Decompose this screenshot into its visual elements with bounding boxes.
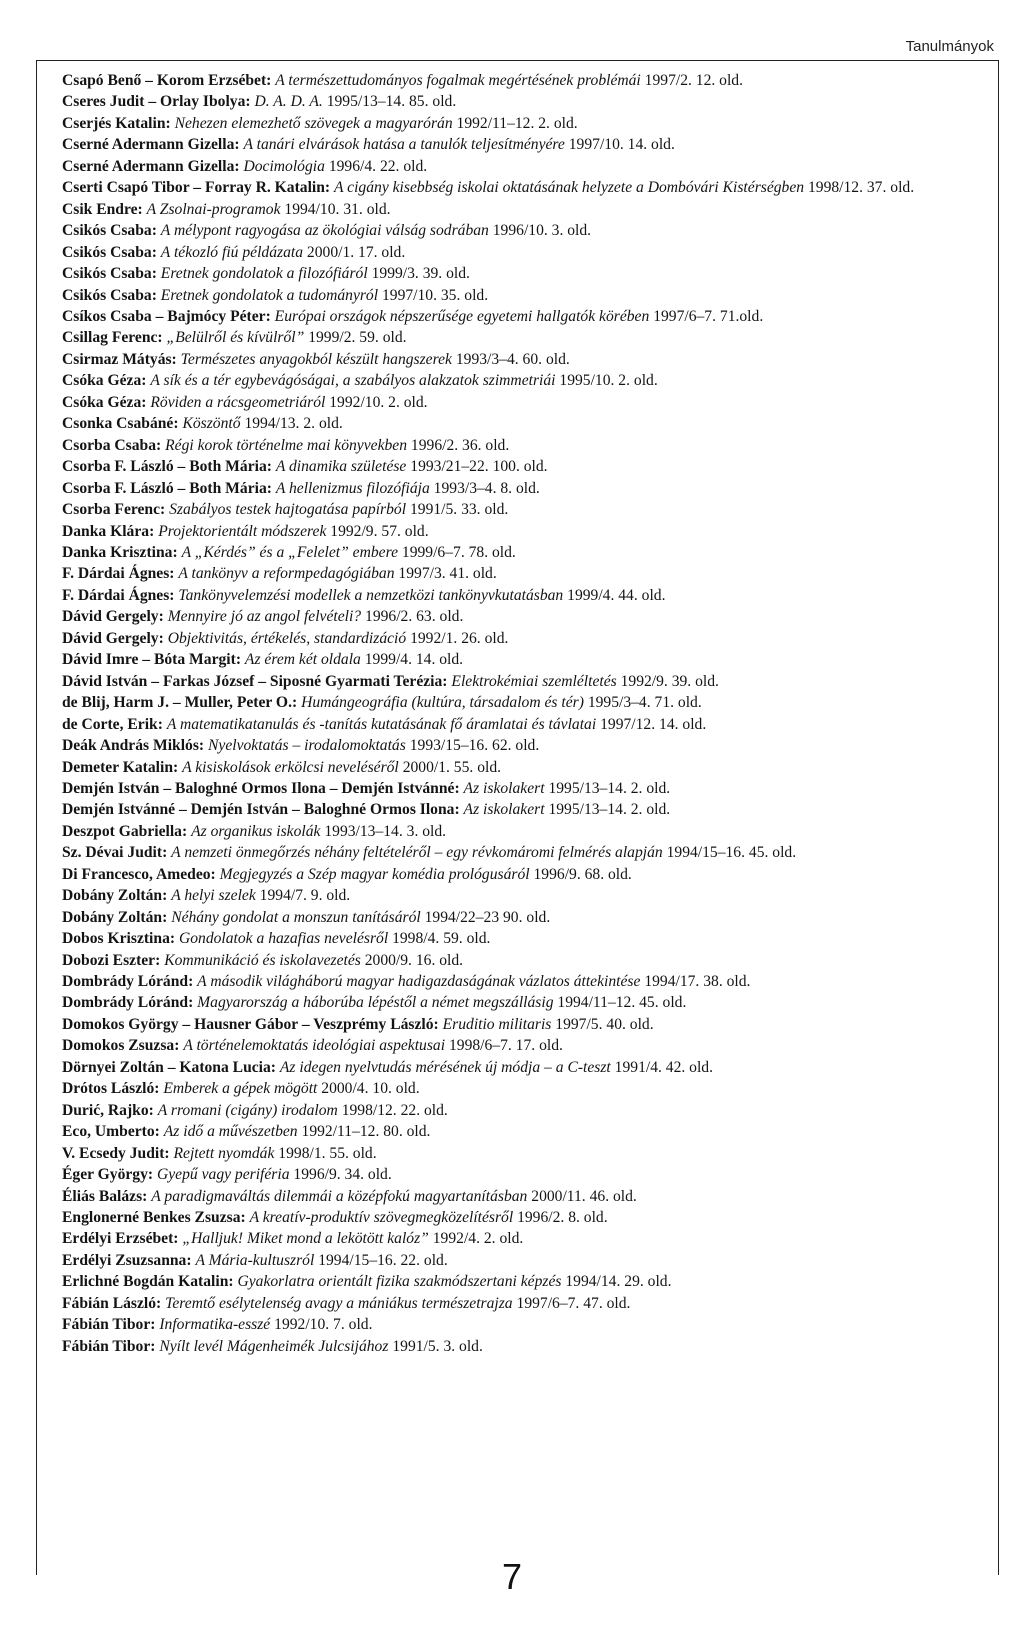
entry-title: Szabályos testek hajtogatása papírból — [169, 501, 407, 519]
entry-reference: 1992/4. 2. old. — [432, 1230, 524, 1248]
entry-reference: 1993/3–4. 8. old. — [433, 479, 540, 497]
entry-reference: 1992/1. 26. old. — [410, 629, 509, 647]
entry-author: Erdélyi Zsuzsanna: — [62, 1251, 192, 1269]
entry-title: A természettudományos fogalmak megértésének problémái — [275, 72, 641, 89]
entry-title: A kisiskolások erkölcsi neveléséről — [182, 758, 399, 776]
bibliography-entry — [62, 1035, 990, 1056]
entry-reference: 1997/6–7. 71.old. — [653, 307, 764, 325]
entry-reference: 2000/11. 46. old. — [531, 1187, 637, 1205]
entry-reference: 1993/21–22. 100. old. — [410, 458, 548, 476]
bibliography-entry — [62, 1271, 990, 1292]
entry-author: Fábián Tibor: — [62, 1337, 156, 1355]
entry-title: Mennyire jó az angol felvételi? — [167, 608, 362, 626]
entry-author: Fábián Tibor: — [62, 1316, 156, 1334]
entry-title: Kommunikáció és iskolavezetés — [164, 951, 361, 969]
entry-author: Domokos György – Hausner Gábor – Veszprémy László: — [62, 1015, 439, 1033]
entry-author: Cserjés Katalin: — [62, 114, 171, 132]
entry-reference: 1993/3–4. 60. old. — [455, 350, 570, 368]
entry-title: A mélypont ragyogása az ökológiai válság sodrában — [160, 222, 489, 240]
entry-author: Csillag Ferenc: — [62, 329, 163, 347]
entry-author: Cseres Judit – Orlay Ibolya: — [62, 93, 251, 111]
bibliography-entry — [62, 242, 990, 263]
entry-title: Nyelvoktatás – irodalomoktatás — [208, 737, 406, 755]
entry-reference: 1999/4. 44. old. — [567, 586, 666, 604]
entry-reference: 1992/9. 57. old. — [330, 522, 429, 540]
bibliography-entry — [62, 1143, 990, 1164]
entry-title: Nehezen elemezhető szövegek a magyarórán — [174, 114, 453, 132]
bibliography-entry — [62, 263, 990, 284]
entry-author: Erlichné Bogdán Katalin: — [62, 1273, 234, 1291]
bibliography-entry — [62, 1250, 990, 1271]
bibliography-entry — [62, 692, 990, 713]
entry-author: Danka Klára: — [62, 522, 155, 540]
entry-title: A tankönyv a reformpedagógiában — [178, 565, 395, 583]
entry-reference: 1996/2. 8. old. — [517, 1209, 608, 1227]
entry-author: Erdélyi Erzsébet: — [62, 1230, 179, 1248]
entry-author: Csóka Géza: — [62, 372, 147, 390]
bibliography-entry — [62, 735, 990, 756]
entry-reference: 1996/2. 63. old. — [365, 608, 464, 626]
entry-title: Az iskolakert — [463, 779, 545, 797]
entry-title: Az idegen nyelvtudás mérésének új módja – a C-teszt — [279, 1058, 611, 1076]
entry-author: Csóka Géza: — [62, 393, 147, 411]
entry-reference: 1999/6–7. 78. old. — [401, 543, 516, 561]
bibliography-entry — [62, 842, 990, 863]
bibliography-entry — [62, 585, 990, 606]
entry-reference: 1994/17. 38. old. — [644, 973, 751, 991]
bibliography-entry — [62, 606, 990, 627]
entry-title: Természetes anyagokból készült hangszerek — [180, 350, 452, 368]
entry-reference: 1998/12. 22. old. — [341, 1101, 448, 1119]
bibliography-entry — [62, 478, 990, 499]
entry-author: Dombrády Lóránd: — [62, 994, 194, 1012]
entry-title: Rejtett nyomdák — [173, 1144, 275, 1162]
entry-reference: 1996/4. 22. old. — [328, 157, 428, 175]
entry-author: Csikós Csaba: — [62, 265, 157, 283]
entry-reference: 1992/10. 2. old. — [329, 393, 428, 411]
entry-reference: 1996/9. 34. old. — [293, 1166, 392, 1184]
entry-title: Megjegyzés a Szép magyar komédia prológusáról — [219, 865, 530, 883]
entry-reference: 1994/14. 29. old. — [565, 1273, 672, 1291]
bibliography-entry — [62, 1078, 990, 1099]
entry-reference: 1996/10. 3. old. — [492, 222, 592, 240]
entry-title: „Halljuk! Miket mond a lekötött kalóz” — [182, 1230, 429, 1248]
entry-title: Projektorientált módszerek — [158, 522, 327, 540]
entry-reference: 1994/7. 9. old. — [259, 887, 351, 905]
entry-title: Objektivitás, értékelés, standardizáció — [167, 629, 407, 647]
entry-author: Csonka Csabáné: — [62, 415, 179, 433]
entry-title: „Belülről és kívülről” — [166, 329, 305, 347]
entry-author: de Blij, Harm J. – Muller, Peter O.: — [62, 694, 298, 712]
entry-author: Dobozi Eszter: — [62, 951, 161, 969]
entry-author: Deszpot Gabriella: — [62, 822, 188, 840]
entry-reference: 1992/11–12. 2. old. — [456, 114, 578, 132]
right-margin-rule — [998, 60, 999, 1575]
bibliography-entry — [62, 1207, 990, 1228]
entry-author: Éliás Balázs: — [62, 1187, 148, 1205]
entry-title: Docimológia — [243, 157, 325, 175]
entry-title: Gyakorlatra orientált fizika szakmódszertani képzés — [237, 1273, 562, 1291]
entry-reference: 1994/15–16. 45. old. — [666, 844, 797, 862]
bibliography-entry — [62, 220, 990, 241]
entry-title: A paradigmaváltás dilemmái a középfokú magyartanításban — [151, 1187, 528, 1205]
entry-author: Demeter Katalin: — [62, 758, 179, 776]
entry-reference: 1997/3. 41. old. — [398, 565, 497, 583]
bibliography-entry — [62, 671, 990, 692]
entry-reference: 1993/13–14. 3. old. — [324, 822, 447, 840]
entry-reference: 1994/15–16. 22. old. — [318, 1251, 448, 1269]
entry-title: Az idő a művészetben — [163, 1123, 298, 1141]
entry-reference: 1996/9. 68. old. — [533, 865, 632, 883]
entry-reference: 1999/3. 39. old. — [371, 265, 470, 283]
entry-author: Demjén István – Baloghné Ormos Ilona – Demjén Istvánné: — [62, 779, 460, 797]
entry-title: Humángeográfia (kultúra, társadalom és tér) — [301, 694, 584, 712]
entry-reference: 1995/13–14. 85. old. — [326, 93, 457, 111]
entry-reference: 1995/10. 2. old. — [559, 372, 658, 390]
entry-reference: 1991/4. 42. old. — [614, 1058, 714, 1076]
entry-author: Csirmaz Mátyás: — [62, 350, 177, 368]
bibliography-entry — [62, 649, 990, 670]
bibliography-entry — [62, 306, 990, 327]
entry-title: Eretnek gondolatok a filozófiáról — [160, 265, 368, 283]
entry-title: Eretnek gondolatok a tudományról — [160, 286, 379, 304]
entry-reference: 1999/2. 59. old. — [308, 329, 407, 347]
bibliography-entry — [62, 778, 990, 799]
bibliography-entry — [62, 392, 990, 413]
bibliography-entry — [62, 521, 990, 542]
entry-reference: 1998/6–7. 17. old. — [448, 1037, 563, 1055]
bibliography-entry — [62, 156, 990, 177]
entry-author: Dombrády Lóránd: — [62, 973, 194, 991]
bibliography-entry — [62, 1293, 990, 1314]
entry-reference: 1994/11–12. 45. old. — [557, 994, 687, 1012]
entry-reference: 1997/10. 35. old. — [381, 286, 489, 304]
entry-author: Deák András Miklós: — [62, 737, 205, 755]
entry-reference: 1995/3–4. 71. old. — [587, 694, 702, 712]
bibliography-entry — [62, 1186, 990, 1207]
bibliography-list — [62, 70, 990, 1357]
entry-reference: 1991/5. 33. old. — [409, 501, 509, 519]
entry-author: Csorba Ferenc: — [62, 501, 166, 519]
entry-author: Drótos László: — [62, 1080, 160, 1098]
entry-author: Dobány Zoltán: — [62, 908, 168, 926]
entry-author: Dobány Zoltán: — [62, 887, 168, 905]
entry-author: Fábián László: — [62, 1294, 162, 1312]
bibliography-entry — [62, 757, 990, 778]
bibliography-entry — [62, 1057, 990, 1078]
entry-title: Elektrokémiai szemléltetés — [451, 672, 617, 690]
entry-title: Az érem két oldala — [244, 651, 361, 669]
entry-title: Tankönyvelemzési modellek a nemzetközi tankönyvkutatásban — [178, 586, 564, 604]
bibliography-entry — [62, 971, 990, 992]
bibliography-entry — [62, 91, 990, 112]
entry-author: Dávid Gergely: — [62, 629, 164, 647]
entry-title: A helyi szelek — [171, 887, 256, 905]
page-number: 7 — [501, 1556, 523, 1597]
entry-author: de Corte, Erik: — [62, 715, 163, 733]
entry-author: Di Francesco, Amedeo: — [62, 865, 216, 883]
bibliography-entry — [62, 928, 990, 949]
entry-author: Csikós Csaba: — [62, 286, 157, 304]
entry-author: Dávid István – Farkas József – Siposné Gyarmati Terézia: — [62, 672, 448, 690]
entry-title: A Zsolnai-programok — [146, 200, 281, 218]
bibliography-entry — [62, 907, 990, 928]
bibliography-entry — [62, 821, 990, 842]
entry-author: Csik Endre: — [62, 200, 143, 218]
entry-author: Csikós Csaba: — [62, 243, 157, 261]
entry-author: Dobos Krisztina: — [62, 930, 176, 948]
entry-reference: 1993/15–16. 62. old. — [409, 737, 540, 755]
bibliography-entry — [62, 1228, 990, 1249]
entry-author: Csorba F. László – Both Mária: — [62, 479, 272, 497]
entry-reference: 2000/1. 55. old. — [402, 758, 502, 776]
entry-author: Dörnyei Zoltán – Katona Lucia: — [62, 1058, 276, 1076]
entry-author: Englonerné Benkes Zsuzsa: — [62, 1209, 246, 1227]
entry-author: F. Dárdai Ágnes: — [62, 586, 175, 604]
bibliography-entry — [62, 413, 990, 434]
entry-title: A dinamika születése — [275, 458, 407, 476]
bibliography-entry — [62, 370, 990, 391]
bibliography-entry — [62, 1314, 990, 1335]
entry-title: A nemzeti önmegőrzés néhány feltételéről – egy révkomáromi felmérés alapján — [171, 844, 663, 862]
entry-reference: 1998/4. 59. old. — [392, 930, 491, 948]
entry-author: Cserné Adermann Gizella: — [62, 157, 240, 175]
entry-title: Teremtő esélytelenség avagy a mániákus természetrajza — [165, 1294, 513, 1312]
entry-reference: 1997/12. 14. old. — [600, 715, 707, 733]
bibliography-entry — [62, 1100, 990, 1121]
entry-reference: 2000/1. 17. old. — [306, 243, 406, 261]
header-rule — [36, 60, 998, 61]
bibliography-entry — [62, 992, 990, 1013]
entry-title: A történelemoktatás ideológiai aspektusai — [183, 1037, 446, 1055]
entry-reference: 1997/5. 40. old. — [555, 1015, 654, 1033]
entry-author: Domokos Zsuzsa: — [62, 1037, 180, 1055]
entry-title: Köszöntő — [182, 415, 241, 433]
entry-author: Csorba F. László – Both Mária: — [62, 458, 272, 476]
bibliography-entry — [62, 327, 990, 348]
bibliography-entry — [62, 113, 990, 134]
bibliography-entry — [62, 628, 990, 649]
entry-title: Az organikus iskolák — [191, 822, 321, 840]
bibliography-entry — [62, 285, 990, 306]
entry-title: Gyepű vagy periféria — [157, 1166, 290, 1184]
bibliography-entry — [62, 542, 990, 563]
entry-title: Európai országok népszerűsége egyetemi hallgatók körében — [274, 307, 650, 325]
entry-title: A sík és a tér egybevágóságai, a szabályos alakzatok szimmetriái — [150, 372, 556, 390]
entry-reference: 1995/13–14. 2. old. — [548, 779, 671, 797]
bibliography-entry — [62, 199, 990, 220]
entry-title: A tanári elvárások hatása a tanulók teljesítményére — [243, 136, 565, 154]
entry-reference: 1999/4. 14. old. — [364, 651, 464, 669]
entry-reference: 1996/2. 36. old. — [410, 436, 510, 454]
entry-reference: 1998/1. 55. old. — [278, 1144, 377, 1162]
entry-title: A kreatív-produktív szövegmegközelítésről — [249, 1209, 514, 1227]
bibliography-entry — [62, 456, 990, 477]
entry-title: Az iskolakert — [463, 801, 545, 819]
entry-title: A „Kérdés” és a „Felelet” embere — [181, 543, 398, 561]
bibliography-entry — [62, 349, 990, 370]
entry-author: Éger György: — [62, 1166, 154, 1184]
bibliography-entry — [62, 70, 990, 91]
entry-reference: 1997/2. 12. old. — [644, 72, 744, 89]
entry-reference: 1994/13. 2. old. — [244, 415, 343, 433]
bibliography-entry — [62, 177, 990, 198]
entry-reference: 2000/9. 16. old. — [364, 951, 464, 969]
bibliography-entry — [62, 799, 990, 820]
entry-title: A hellenizmus filozófiája — [275, 479, 430, 497]
entry-author: Eco, Umberto: — [62, 1123, 160, 1141]
entry-reference: 1997/6–7. 47. old. — [516, 1294, 631, 1312]
entry-author: Csikós Csaba: — [62, 222, 157, 240]
entry-author: Danka Krisztina: — [62, 543, 178, 561]
bibliography-entry — [62, 435, 990, 456]
bibliography-entry — [62, 134, 990, 155]
entry-author: V. Ecsedy Judit: — [62, 1144, 170, 1162]
entry-author: Cserti Csapó Tibor – Forray R. Katalin: — [62, 179, 331, 197]
entry-reference: 1994/22–23 90. old. — [424, 908, 551, 926]
entry-reference: 1994/10. 31. old. — [284, 200, 391, 218]
entry-title: Magyarország a háborúba lépéstől a német megszállásig — [197, 994, 554, 1012]
entry-title: Emberek a gépek mögött — [163, 1080, 318, 1098]
bibliography-entry — [62, 1164, 990, 1185]
bibliography-entry — [62, 1121, 990, 1142]
entry-reference: 1992/10. 7. old. — [274, 1316, 373, 1334]
entry-reference: 1991/5. 3. old. — [392, 1337, 483, 1355]
bibliography-entry — [62, 1336, 990, 1357]
entry-title: Régi korok történelme mai könyvekben — [165, 436, 408, 454]
entry-author: Durić, Rajko: — [62, 1101, 154, 1119]
entry-title: A matematikatanulás és -tanítás kutatásának fő áramlatai és távlatai — [166, 715, 597, 733]
entry-title: Gondolatok a hazafias nevelésről — [178, 930, 389, 948]
bibliography-entry — [62, 714, 990, 735]
entry-title: A rromani (cigány) irodalom — [157, 1101, 338, 1119]
entry-title: Informatika-esszé — [159, 1316, 271, 1334]
entry-reference: 1992/11–12. 80. old. — [301, 1123, 431, 1141]
entry-author: Csorba Csaba: — [62, 436, 162, 454]
entry-author: Demjén Istvánné – Demjén István – Baloghné Ormos Ilona: — [62, 801, 460, 819]
entry-author: Cserné Adermann Gizella: — [62, 136, 240, 154]
entry-reference: 2000/4. 10. old. — [321, 1080, 420, 1098]
entry-title: Eruditio militaris — [442, 1015, 552, 1033]
entry-title: A cigány kisebbség iskolai oktatásának helyzete a Dombóvári Kistérségben — [334, 179, 805, 197]
bibliography-entry — [62, 950, 990, 971]
bibliography-entry — [62, 563, 990, 584]
entry-title: Nyílt levél Mágenheimék Julcsijához — [159, 1337, 389, 1355]
entry-reference: 1995/13–14. 2. old. — [548, 801, 671, 819]
entry-title: A Mária-kultuszról — [195, 1251, 315, 1269]
entry-title: Röviden a rácsgeometriáról — [150, 393, 326, 411]
entry-author: Csíkos Csaba – Bajmócy Péter: — [62, 307, 271, 325]
entry-author: Csapó Benő – Korom Erzsébet: — [62, 72, 272, 89]
entry-reference: 1992/9. 39. old. — [620, 672, 719, 690]
entry-title: A második világháború magyar hadigazdaságának vázlatos áttekintése — [197, 973, 641, 991]
left-margin-rule — [36, 60, 37, 1575]
entry-title: A tékozló fiú példázata — [160, 243, 304, 261]
entry-reference: 1997/10. 14. old. — [568, 136, 675, 154]
section-header: Tanulmányok — [905, 38, 994, 55]
entry-author: Dávid Gergely: — [62, 608, 164, 626]
bibliography-entry — [62, 864, 990, 885]
bibliography-entry — [62, 885, 990, 906]
bibliography-entry — [62, 1014, 990, 1035]
entry-author: Dávid Imre – Bóta Margit: — [62, 651, 242, 669]
entry-author: F. Dárdai Ágnes: — [62, 565, 175, 583]
entry-reference: 1998/12. 37. old. — [807, 179, 915, 197]
entry-author: Sz. Dévai Judit: — [62, 844, 168, 862]
entry-title: D. A. D. A. — [254, 93, 323, 111]
bibliography-entry — [62, 499, 990, 520]
entry-title: Néhány gondolat a monszun tanításáról — [171, 908, 421, 926]
